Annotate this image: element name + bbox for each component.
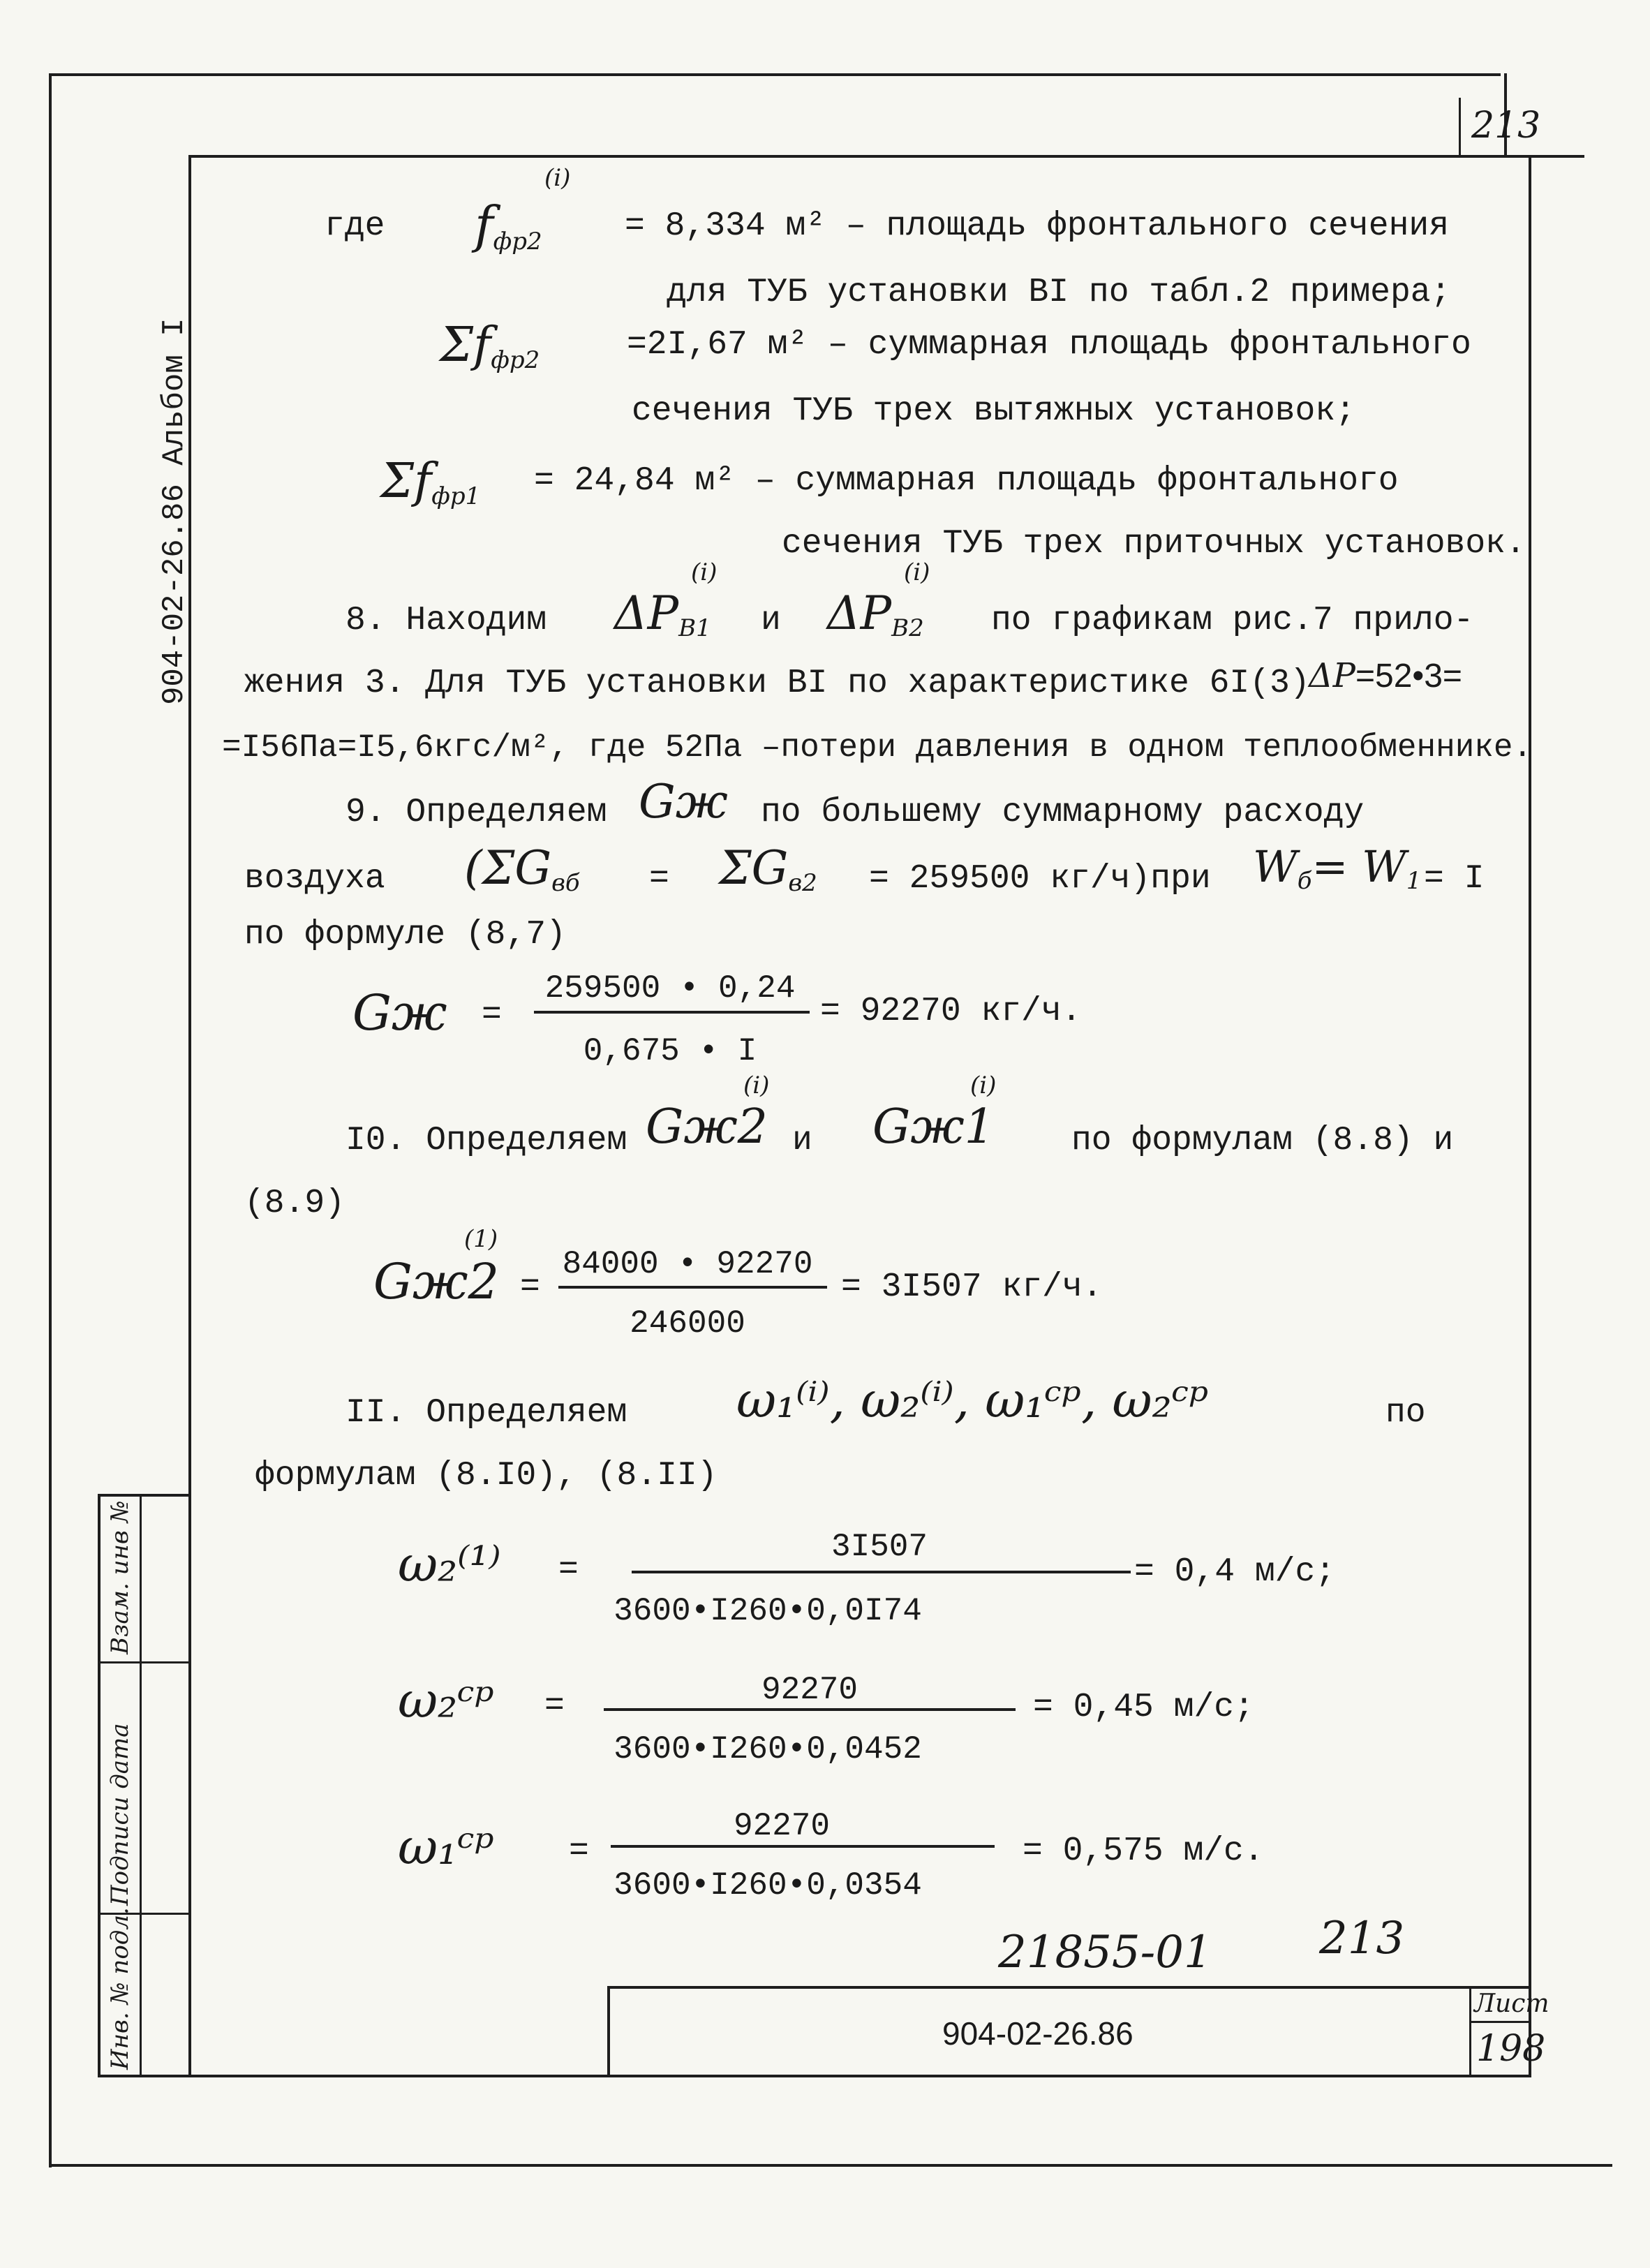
- step11-f2-res: = 0,45 м/с;: [1033, 1689, 1254, 1726]
- gde-word: где: [325, 207, 385, 245]
- title-block-top: [607, 1986, 1529, 1989]
- step9-tail: по большему суммарному расходу: [761, 794, 1365, 831]
- step10-sym2-main: Gж1: [872, 1099, 995, 1155]
- step10-formula-bar: [558, 1286, 827, 1289]
- step8-line2: жения 3. Для ТУБ установки BI по характеристике 6I(3): [244, 665, 1310, 702]
- f2-symbol: [440, 318, 540, 373]
- step10-sym1: [646, 1072, 770, 1155]
- title-block-left: [607, 1986, 610, 2077]
- step9-formula-res: = 92270 кг/ч.: [820, 993, 1082, 1030]
- step10-sym2-sup: (i): [970, 1072, 997, 1099]
- sheet-number: 198: [1476, 2028, 1546, 2070]
- step9-lead: 9. Определяем: [345, 794, 607, 831]
- step10-and: и: [792, 1122, 812, 1159]
- step11-f3-lhs: ω₁ᶜᵖ: [398, 1818, 494, 1876]
- page-box-left: [1459, 98, 1461, 157]
- step11-f1-bar: [632, 1571, 1131, 1573]
- step8-line3: =I56Па=I5,6кгс/м², где 52Па –потери давления в одном теплообменнике.: [222, 729, 1533, 766]
- step8-lead: 8. Находим: [345, 602, 547, 639]
- step11-lead: II. Определяем: [345, 1394, 627, 1432]
- step10-lead: I0. Определяем: [345, 1122, 627, 1159]
- f1-text: = 8,334 м² – площадь фронтального сечения: [625, 207, 1449, 245]
- handwritten-page: 213: [1319, 1913, 1405, 1964]
- f3-symbol: [380, 454, 480, 509]
- step9-formula-eq: =: [482, 996, 502, 1034]
- step9-formula-bar: [534, 1011, 810, 1014]
- side-title: 904-02-26.86 Альбом I: [157, 318, 192, 705]
- step11-line2: формулам (8.I0), (8.II): [255, 1457, 718, 1495]
- step8-tail: по графикам рис.7 прило-: [991, 602, 1474, 639]
- step9-line2-eq: =: [649, 860, 669, 898]
- doc-code: 904-02-26.86: [942, 2015, 1134, 2052]
- stamp-cell-inv: Инв. № подл.: [106, 1907, 134, 2070]
- f2-text: =2I,67 м² – суммарная площадь фронтального: [627, 326, 1471, 364]
- step10-sym1-main: Gж2: [646, 1099, 768, 1155]
- step9-line2-hw-main: (ΣG: [464, 841, 552, 895]
- step8-sym1: [614, 558, 718, 642]
- stamp-cell-vzam: Взам. инв №: [106, 1500, 134, 1654]
- step10-formula-num: 84000 • 92270: [562, 1246, 813, 1282]
- title-block-sheet-left: [1469, 1986, 1471, 2077]
- inner-frame-bottom: [98, 2075, 1531, 2077]
- step11-f1-den: 3600•I260•0,0I74: [614, 1593, 922, 1629]
- stamp-cell-sign: Подписи дата: [106, 1723, 134, 1906]
- step8-sym2-sub: B2: [891, 614, 924, 642]
- step8-line2-hw-main: ΔP: [1309, 656, 1355, 695]
- f1-text2: для ТУБ установки BI по табл.2 примера;: [667, 274, 1451, 311]
- title-block-sheet-div: [1469, 2021, 1531, 2023]
- step8-sym1-sub: B1: [678, 614, 711, 642]
- step9-w2-sub: 1: [1406, 867, 1422, 895]
- step11-f1-res: = 0,4 м/с;: [1134, 1553, 1336, 1591]
- step10-formula-lhs-main: Gж2: [373, 1253, 500, 1310]
- step9-w-main: W: [1253, 841, 1298, 892]
- step11-f2-den: 3600•I260•0,0452: [614, 1731, 922, 1767]
- f1-symbol-sup: (i): [544, 164, 571, 192]
- step8-line2-hw-tail: =52•3=: [1355, 658, 1462, 695]
- step10-formula-lhs: [373, 1225, 500, 1310]
- sheet-label: Лист: [1474, 1989, 1549, 2018]
- f2-symbol-sub: фр2: [491, 346, 540, 374]
- f2-symbol-main: Σf: [440, 318, 491, 373]
- step9-line2-hw2: [719, 841, 817, 895]
- step9-line2-end: = I: [1424, 860, 1485, 898]
- f3-text: = 24,84 м² – суммарная площадь фронтального: [534, 462, 1399, 500]
- step9-line2-a: воздуха: [244, 860, 385, 898]
- top-page-number: 213: [1471, 105, 1541, 147]
- outer-frame-top: [49, 73, 1501, 76]
- step9-w2-main: = W: [1311, 841, 1406, 892]
- stamp-col-mid: [140, 1494, 142, 2076]
- step9-formula-num: 259500 • 0,24: [544, 970, 796, 1007]
- step11-f3-bar: [611, 1845, 995, 1848]
- step11-f2-num: 92270: [761, 1672, 859, 1708]
- step11-f1-eq: =: [558, 1551, 579, 1589]
- step9-line2-w: [1253, 841, 1422, 895]
- f3-symbol-main: Σf: [380, 454, 432, 509]
- step9-line2-sub1: вб: [551, 869, 580, 897]
- outer-frame-left: [49, 73, 52, 2167]
- step9-formula-den: 0,675 • I: [583, 1033, 757, 1069]
- step11-f3-num: 92270: [733, 1808, 831, 1844]
- step8-sym1-main: ΔP: [614, 586, 679, 640]
- step9-line2-hw: [464, 841, 580, 895]
- step10-line2: (8.9): [244, 1185, 345, 1222]
- step11-f2-lhs: ω₂ᶜᵖ: [398, 1672, 494, 1729]
- step11-f3-eq: =: [569, 1832, 589, 1870]
- step10-formula-den: 246000: [630, 1305, 745, 1342]
- stamp-col-left: [98, 1494, 101, 2076]
- step8-sym1-sup: (i): [691, 558, 718, 586]
- step11-f3-den: 3600•I260•0,0354: [614, 1867, 922, 1904]
- step11-syms: ω₁⁽ⁱ⁾, ω₂⁽ⁱ⁾, ω₁ᶜᵖ, ω₂ᶜᵖ: [736, 1372, 1209, 1429]
- step9-line2-val: = 259500 кг/ч)при: [869, 860, 1211, 898]
- inner-frame-right: [1529, 155, 1531, 2077]
- step8-sym2-main: ΔP: [827, 586, 892, 640]
- step10-tail: по формулам (8.8) и: [1071, 1122, 1454, 1159]
- step9-sym: Gж: [639, 775, 728, 829]
- step10-formula-eq: =: [520, 1268, 540, 1306]
- step11-f1-num: 3I507: [831, 1529, 928, 1565]
- outer-frame-bottom: [49, 2164, 1612, 2167]
- f3-text2: сечения ТУБ трех приточных установок.: [782, 525, 1526, 563]
- step9-formula-lhs: Gж: [352, 984, 447, 1042]
- step9-w-sub: б: [1297, 867, 1312, 895]
- step10-sym1-sup: (i): [743, 1072, 770, 1099]
- step11-f2-eq: =: [544, 1687, 565, 1725]
- step8-line2-hw: [1309, 656, 1462, 695]
- f1-symbol-main: f: [475, 195, 493, 254]
- f2-text2: сечения ТУБ трех вытяжных установок;: [632, 392, 1355, 430]
- step8-sym2: [827, 558, 930, 642]
- handwritten-code: 21855-01: [998, 1927, 1212, 1978]
- f1-symbol-sub: фр2: [493, 228, 542, 255]
- step9-line3: по формуле (8,7): [244, 916, 566, 954]
- step8-and: и: [761, 602, 781, 639]
- inner-frame-top: [188, 155, 1584, 158]
- f1-symbol: [475, 164, 571, 255]
- step9-line2-sub2: в2: [788, 869, 817, 897]
- step10-formula-res: = 3I507 кг/ч.: [841, 1268, 1103, 1306]
- f3-symbol-sub: фр1: [431, 482, 481, 510]
- stamp-col-top: [98, 1494, 190, 1497]
- step9-line2-hw2-main: ΣG: [719, 841, 789, 895]
- step10-sym2: [872, 1072, 997, 1155]
- step8-sym2-sup: (i): [904, 558, 930, 586]
- step11-f2-bar: [604, 1708, 1016, 1711]
- step11-f3-res: = 0,575 м/с.: [1023, 1832, 1264, 1870]
- step11-tail: по: [1385, 1394, 1426, 1432]
- step10-formula-sup: (1): [464, 1225, 498, 1253]
- step11-f1-lhs: ω₂⁽¹⁾: [398, 1536, 501, 1593]
- stamp-col-div1: [98, 1661, 190, 1663]
